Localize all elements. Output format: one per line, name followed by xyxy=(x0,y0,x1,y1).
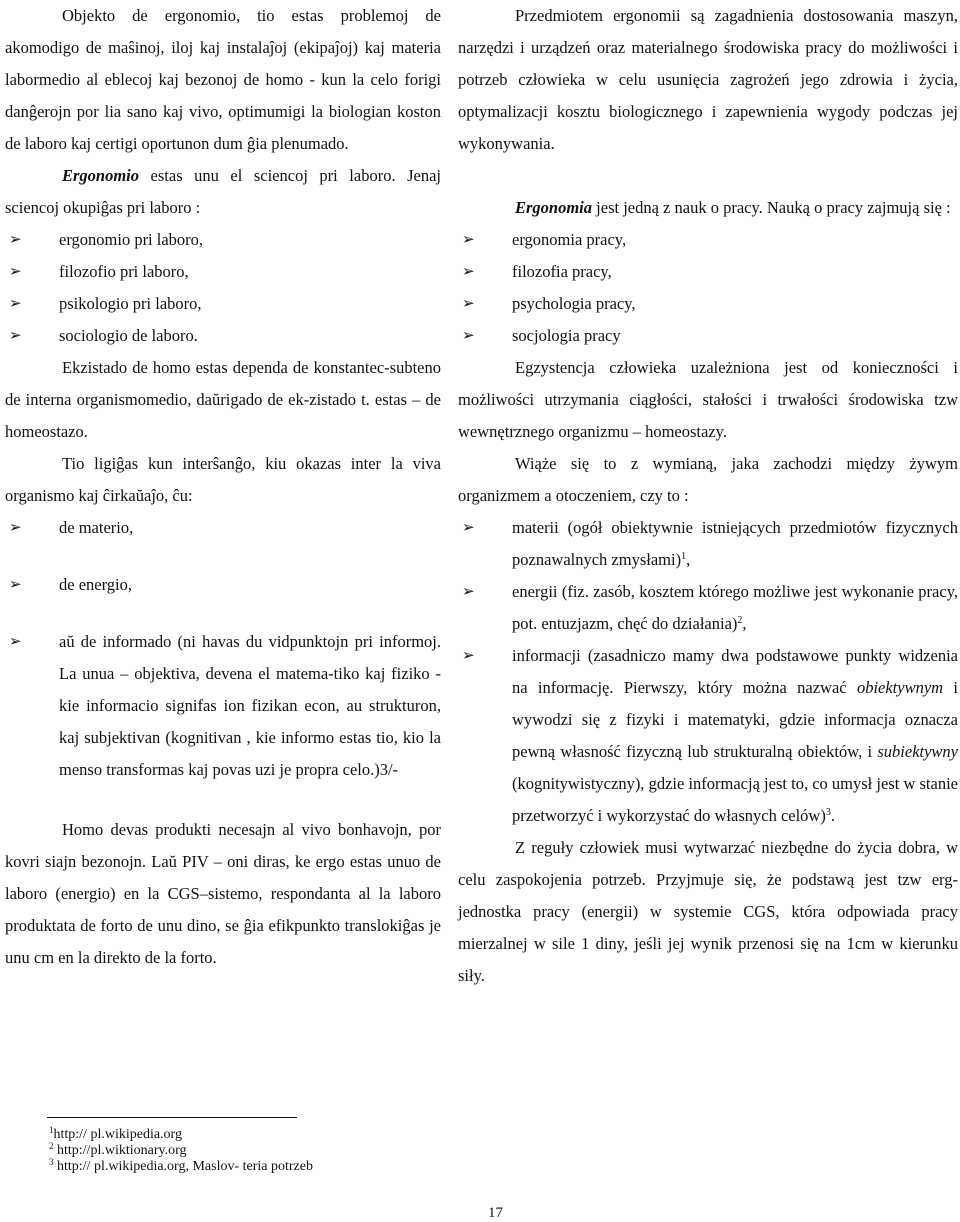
list-item xyxy=(458,256,958,288)
footnote-rule xyxy=(47,1117,297,1118)
list-item xyxy=(458,640,958,832)
footnote-number: 2 xyxy=(49,1141,54,1151)
list-item-text: energii (fiz. zasób, kosztem którego możliwe jest wykonanie pracy, pot. entuzjazm, chęć do działania) xyxy=(512,582,958,633)
list-item-text: sociologio de laboro. xyxy=(59,326,198,345)
list-item-text: i wywodzi się z fizyki i matematyki, gdzie informacja oznacza pewną własność fizyczną lub strukturalną obiektów, i xyxy=(512,678,958,761)
footnote-text: http://pl.wiktionary.org xyxy=(57,1143,187,1158)
list-item xyxy=(458,224,958,256)
arrow-bullet-icon: ➢ xyxy=(9,296,22,312)
list-item-text: ergonomio pri laboro, xyxy=(59,230,204,249)
list-item xyxy=(458,288,958,320)
left-paragraph-5: Homo devas produkti necesajn al vivo bonhavojn, por kovri siajn bezonojn. Laŭ PIV – oni diras, ke ergo estas unuo de laboro (energio) en la CGS–sistemo, respondanta al la laboro produktata de forto de unu dino, se ĝia efikpunkto translokiĝas je unu cm en la direkto de la forto. xyxy=(5,820,441,967)
arrow-bullet-icon: ➢ xyxy=(9,520,22,536)
left-paragraph-3: Ekzistado de homo estas dependa de konstantec-subteno de interna organismomedio, daŭrigado de ek-zistado t. estas – de homeostazo. xyxy=(5,358,441,441)
right-term-ergonomia: Ergonomia xyxy=(515,198,593,217)
list-item-text: aŭ de informado (ni havas du vidpunktojn pri informoj. La unua – objektiva, devena el matema-tiko kaj fiziko - kie informacio signifas ion fizikan econ, au strukturon, kaj subjektivan (kognitivan , kie informo estas tio, kio la menso transformas kaj povas uzi je propra celo.)3/- xyxy=(59,632,441,779)
list-item xyxy=(5,224,441,256)
footnote-number: 3 xyxy=(49,1157,54,1167)
punctuation: , xyxy=(686,550,691,569)
right-paragraph-4: Wiąże się to z wymianą, jaka zachodzi między żywym organizmem a otoczeniem, czy to : xyxy=(458,454,958,505)
arrow-bullet-icon: ➢ xyxy=(9,577,22,593)
left-paragraph-2-text: estas unu el sciencoj pri laboro. Jenaj sciencoj okupiĝas pri laboro : xyxy=(5,166,441,217)
list-item-text: informacji (zasadniczo mamy dwa podstawowe punkty widzenia na informację. Pierwszy, który można nazwać xyxy=(512,646,958,697)
left-paragraph-1: Objekto de ergonomio, tio estas problemoj de akomodigo de maŝinoj, iloj kaj instalaĵoj (ekipaĵoj) kaj materia labormedio al eblecoj kaj bezonoj de homo - kun la celo forigi danĝerojn por lia sano kaj vivo, optimumigi la biologian koston de laboro kaj certigi oportunon dum ĝia plenumado. xyxy=(5,6,441,153)
list-item xyxy=(5,256,441,288)
footnote-ref: 1 xyxy=(681,551,687,562)
list-item-text: (kognitywistyczny), gdzie informacją jest to, co umysł jest w stanie przetworzyć i wykorzystać do własnych celów) xyxy=(512,774,958,825)
footnote-ref: 3 xyxy=(825,807,831,818)
right-paragraph-3: Egzystencja człowieka uzależniona jest od konieczności i możliwości utrzymania ciągłości, stałości i trwałości środowiska tzw wewnętrznego organizmu – homeostazy. xyxy=(458,358,958,441)
list-item xyxy=(5,288,441,320)
list-item-text: ergonomia pracy, xyxy=(512,230,627,249)
spacer xyxy=(5,786,441,814)
list-item xyxy=(458,512,958,576)
list-item xyxy=(458,320,958,352)
right-paragraph-5: Z reguły człowiek musi wytwarzać niezbędne do życia dobra, w celu zaspokojenia potrzeb. Przyjmuje się, że podstawą jest tzw erg-jednostka pracy (energii) w systemie CGS, która odpowiada pracy mierzalnej w sile 1 diny, jeśli jej wynik przenosi się na 1cm w kierunku siły. xyxy=(458,838,958,985)
list-item xyxy=(458,576,958,640)
page-number: 17 xyxy=(488,1205,503,1221)
right-column xyxy=(458,0,958,992)
footnote xyxy=(49,1127,313,1143)
punctuation: . xyxy=(830,806,835,825)
left-column xyxy=(5,0,441,974)
right-paragraph-2 xyxy=(458,192,958,224)
list-item xyxy=(5,320,441,352)
arrow-bullet-icon: ➢ xyxy=(9,232,22,248)
italic-term-subiektywny: subiektywny xyxy=(877,742,958,761)
list-item-text: socjologia pracy xyxy=(512,326,621,345)
list-item-text: psychologia pracy, xyxy=(512,294,636,313)
arrow-bullet-icon: ➢ xyxy=(9,328,22,344)
footnote-text: http:// pl.wikipedia.org, Maslov- teria potrzeb xyxy=(57,1159,313,1174)
punctuation: , xyxy=(742,614,747,633)
right-paragraph-1: Przedmiotem ergonomii są zagadnienia dostosowania maszyn, narzędzi i urządzeń oraz materialnego środowiska pracy do możliwości i potrzeb człowieka w celu usunięcia zagrożeń jego zdrowia i życia, optymalizacji kosztu biologicznego i zapewnienia wygody podczas jej wykonywania. xyxy=(458,6,958,153)
list-item xyxy=(5,569,441,601)
arrow-bullet-icon: ➢ xyxy=(462,296,475,312)
arrow-bullet-icon: ➢ xyxy=(462,520,475,536)
right-list-exchange xyxy=(458,512,958,832)
arrow-bullet-icon: ➢ xyxy=(462,584,475,600)
footnote xyxy=(49,1143,313,1159)
list-item-text: filozofio pri laboro, xyxy=(59,262,189,281)
left-paragraph-4: Tio ligiĝas kun interŝanĝo, kiu okazas inter la viva organismo kaj ĉirkaŭaĵo, ĉu: xyxy=(5,454,441,505)
right-list-sciences xyxy=(458,224,958,352)
right-paragraph-2-text: jest jedną z nauk o pracy. Nauką o pracy zajmują się : xyxy=(592,198,951,217)
left-list-sciences xyxy=(5,224,441,352)
arrow-bullet-icon: ➢ xyxy=(462,264,475,280)
list-item-text: de energio, xyxy=(59,575,133,594)
arrow-bullet-icon: ➢ xyxy=(462,648,475,664)
left-term-ergonomio: Ergonomio xyxy=(62,166,140,185)
left-list-exchange xyxy=(5,512,441,786)
arrow-bullet-icon: ➢ xyxy=(462,232,475,248)
left-paragraph-2 xyxy=(5,160,441,224)
arrow-bullet-icon: ➢ xyxy=(9,264,22,280)
footnote-number: 1 xyxy=(49,1125,54,1135)
arrow-bullet-icon: ➢ xyxy=(462,328,475,344)
list-item-text: de materio, xyxy=(59,518,134,537)
italic-term-obiektywnym: obiektywnym xyxy=(856,678,944,697)
list-item-text: psikologio pri laboro, xyxy=(59,294,202,313)
footnote-ref: 2 xyxy=(737,615,743,626)
list-item-text: filozofia pracy, xyxy=(512,262,612,281)
list-item xyxy=(5,512,441,544)
list-item xyxy=(5,626,441,786)
footnotes xyxy=(49,1127,313,1175)
list-item-text: materii (ogół obiektywnie istniejących przedmiotów fizycznych poznawalnych zmysłami) xyxy=(512,518,958,569)
footnote-text: http:// pl.wikipedia.org xyxy=(53,1127,182,1142)
arrow-bullet-icon: ➢ xyxy=(9,634,22,650)
footnote xyxy=(49,1159,313,1175)
